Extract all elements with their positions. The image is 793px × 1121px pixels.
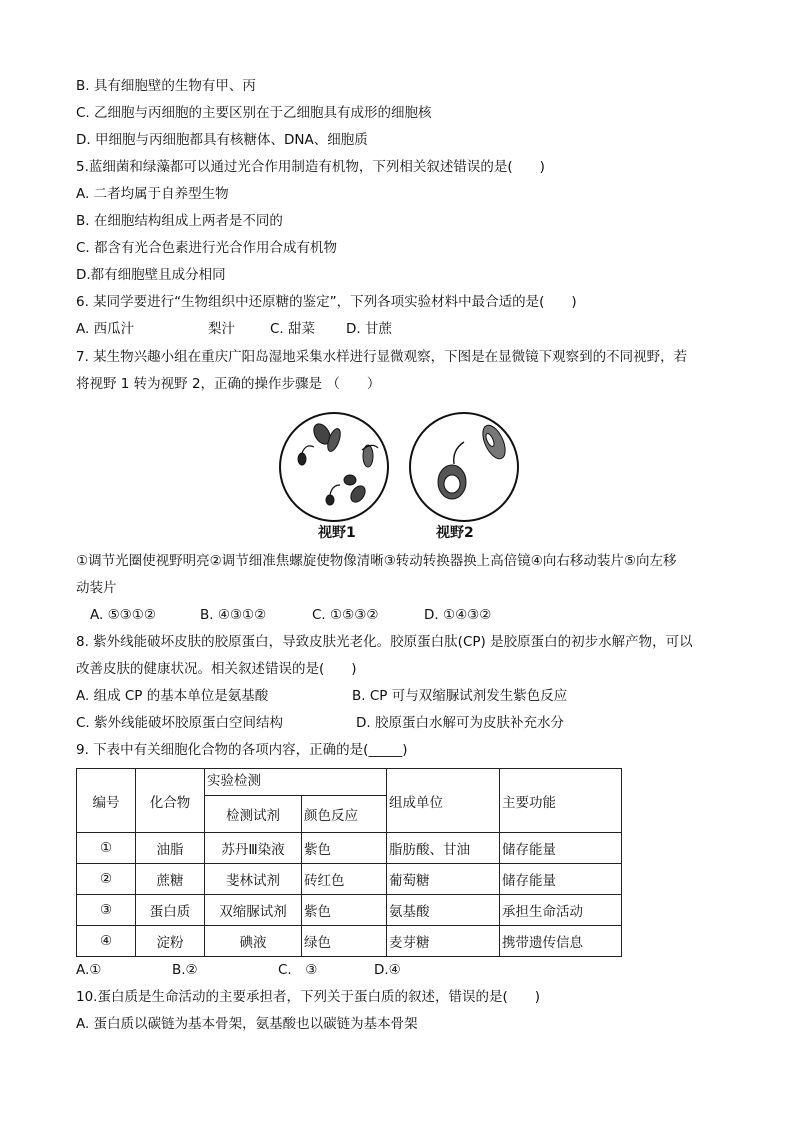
figure-label-1: 视野1 [318, 525, 356, 541]
header-reagent: 检测试剂 [205, 796, 302, 833]
q5-option-c: C. 都含有光合色素进行光合作用合成有机物 [76, 240, 338, 256]
table-cell: 砖红色 [302, 864, 387, 895]
table-cell: 淀粉 [136, 926, 205, 957]
q7-steps-line1: ①调节光圈使视野明亮②调节细准焦螺旋使物像清晰③转动转换器换上高倍镜④向右移动装片⑤向左移 [76, 553, 677, 569]
q6-option-c: C. 甜菜 [270, 321, 316, 337]
microscope-figure [278, 410, 522, 546]
q9-option-a: A.① [76, 962, 102, 978]
microscope-fields-illustration [278, 410, 522, 546]
q4-option-b: B. 具有细胞壁的生物有甲、丙 [76, 78, 256, 94]
q5-option-d: D.都有细胞壁且成分相同 [76, 267, 226, 283]
table-cell: 承担生命活动 [500, 895, 622, 926]
q6-option-a: A. 西瓜汁 [76, 321, 135, 337]
q6-option-b: 梨汁 [208, 321, 235, 337]
header-compound: 化合物 [136, 769, 205, 833]
table-cell: 紫色 [302, 833, 387, 864]
table-row [77, 864, 622, 895]
table-cell: 蛋白质 [136, 895, 205, 926]
q8-stem-line2: 改善皮肤的健康状况。相关叙述错误的是( ) [76, 661, 357, 677]
q8-option-d: D. 胶原蛋白水解可为皮肤补充水分 [356, 715, 564, 731]
table-cell: 斐林试剂 [205, 864, 302, 895]
q10-stem: 10.蛋白质是生命活动的主要承担者，下列关于蛋白质的叙述，错误的是( ) [76, 989, 541, 1005]
table-cell: 储存能量 [500, 833, 622, 864]
q9-option-c: C. ③ [278, 962, 318, 978]
figure-label-2: 视野2 [436, 525, 474, 541]
header-color: 颜色反应 [302, 796, 387, 833]
q9-option-b: B.② [172, 962, 198, 978]
table-cell: 麦芽糖 [387, 926, 500, 957]
header-experiment: 实验检测 [205, 769, 387, 796]
q7-stem-line1: 7. 某生物兴趣小组在重庆广阳岛湿地采集水样进行显微观察，下图是在显微镜下观察到的不同视野，若 [76, 349, 688, 365]
table-cell: 脂肪酸、甘油 [387, 833, 500, 864]
table-cell: 携带遗传信息 [500, 926, 622, 957]
table-cell: 油脂 [136, 833, 205, 864]
table-cell: 绿色 [302, 926, 387, 957]
q8-stem-line1: 8. 紫外线能破坏皮肤的胶原蛋白，导致皮肤光老化。胶原蛋白肽(CP) 是胶原蛋白的初步水解产物，可以 [76, 634, 693, 650]
q9-option-d: D.④ [374, 962, 401, 978]
q6-option-d: D. 甘蔗 [346, 321, 392, 337]
table-row [77, 926, 622, 957]
table-cell: 碘液 [205, 926, 302, 957]
q7-option-c: C. ①⑤③② [312, 607, 379, 623]
q8-option-c: C. 紫外线能破坏胶原蛋白空间结构 [76, 715, 284, 731]
q8-option-a: A. 组成 CP 的基本单位是氨基酸 [76, 688, 269, 704]
table-cell: ① [77, 833, 136, 864]
q7-stem-line2: 将视野 1 转为视野 2，正确的操作步骤是 （ ） [76, 376, 381, 392]
table-cell: 蔗糖 [136, 864, 205, 895]
q7-steps-line2: 动装片 [76, 580, 117, 596]
q5-stem: 5.蓝细菌和绿藻都可以通过光合作用制造有机物，下列相关叙述错误的是( ) [76, 159, 545, 175]
q5-option-a: A. 二者均属于自养型生物 [76, 186, 229, 202]
q4-option-d: D. 甲细胞与丙细胞都具有核糖体、DNA、细胞质 [76, 132, 368, 148]
q6-stem: 6. 某同学要进行“生物组织中还原糖的鉴定”，下列各项实验材料中最合适的是( ) [76, 294, 577, 310]
table-cell: ③ [77, 895, 136, 926]
q7-option-a: A. ⑤③①② [90, 607, 156, 623]
q9-stem: 9. 下表中有关细胞化合物的各项内容，正确的是(_____) [76, 742, 408, 758]
table-cell: 紫色 [302, 895, 387, 926]
q4-option-c: C. 乙细胞与丙细胞的主要区别在于乙细胞具有成形的细胞核 [76, 105, 432, 121]
q5-option-b: B. 在细胞结构组成上两者是不同的 [76, 213, 283, 229]
q8-option-b: B. CP 可与双缩脲试剂发生紫色反应 [352, 688, 568, 704]
header-function: 主要功能 [500, 769, 622, 833]
header-number: 编号 [77, 769, 136, 833]
q7-option-b: B. ④③①② [200, 607, 267, 623]
compound-table [76, 768, 622, 957]
table-cell: 氨基酸 [387, 895, 500, 926]
table-cell: 葡萄糖 [387, 864, 500, 895]
table-cell: 苏丹Ⅲ染液 [205, 833, 302, 864]
table-cell: ④ [77, 926, 136, 957]
table-row [77, 833, 622, 864]
q7-option-d: D. ①④③② [424, 607, 492, 623]
table-row [77, 895, 622, 926]
table-header-row [77, 769, 622, 796]
header-unit: 组成单位 [387, 769, 500, 833]
table-cell: ② [77, 864, 136, 895]
table-cell: 双缩脲试剂 [205, 895, 302, 926]
q10-option-a: A. 蛋白质以碳链为基本骨架，氨基酸也以碳链为基本骨架 [76, 1016, 418, 1032]
table-cell: 储存能量 [500, 864, 622, 895]
